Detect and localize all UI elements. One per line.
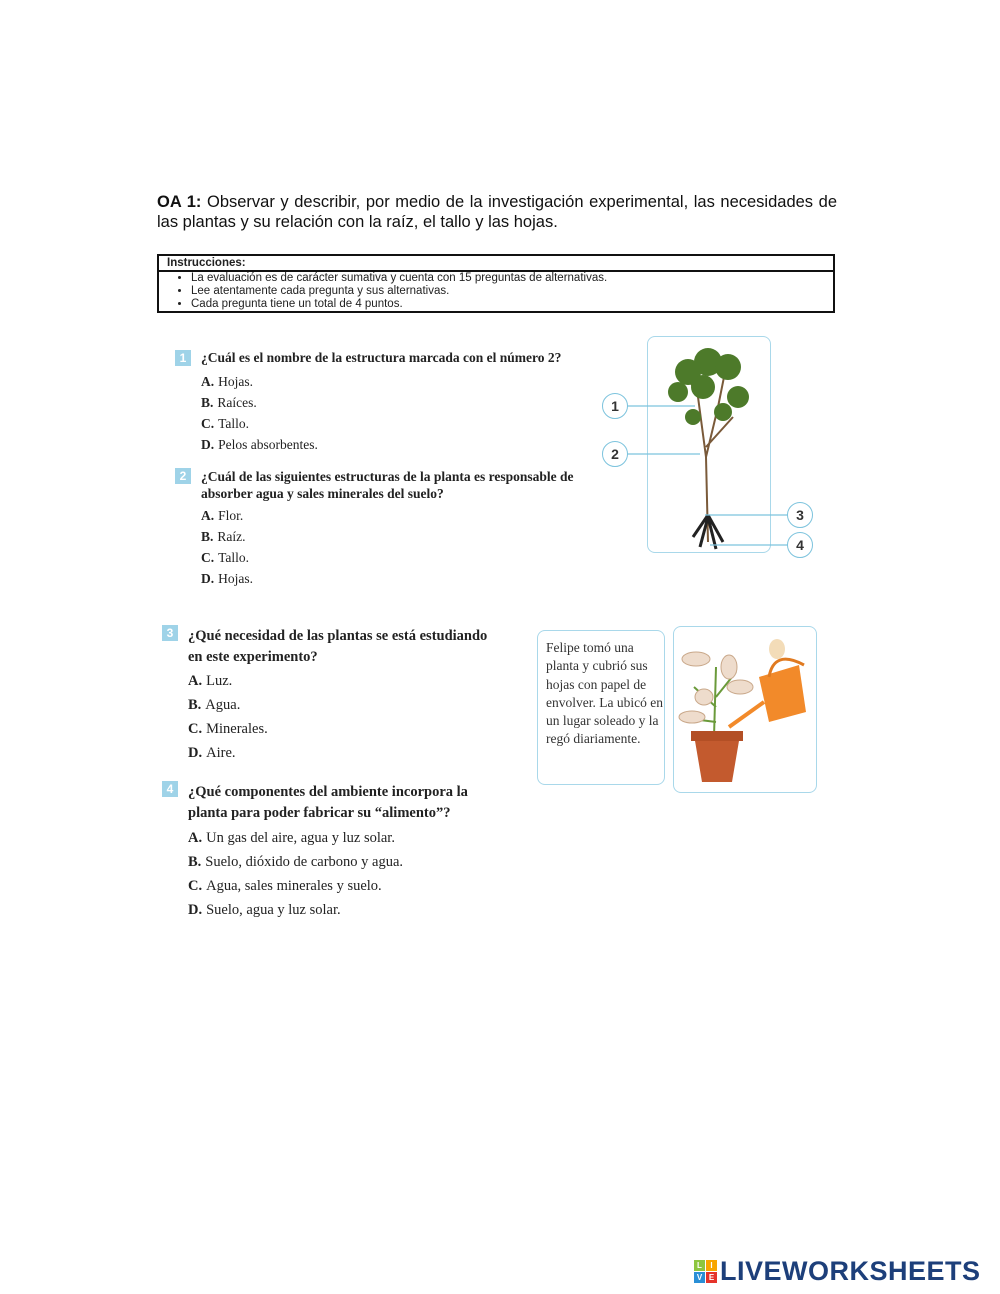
- question-number-badge: 2: [175, 468, 191, 484]
- option[interactable]: C. Agua, sales minerales y suelo.: [188, 878, 382, 894]
- objective: [157, 192, 837, 232]
- question-number-badge: 3: [162, 625, 178, 641]
- instruction-item: • Lee atentamente cada pregunta y sus alternativas.: [191, 285, 833, 298]
- option[interactable]: C. Tallo.: [201, 416, 250, 431]
- objective-text: Observar y describir, por medio de la investigación experimental, las necesidades de las plantas y su relación con la raíz, el tallo y las hojas.: [157, 193, 837, 231]
- option[interactable]: D. Pelos absorbentes.: [201, 437, 318, 452]
- option[interactable]: D. Aire.: [188, 745, 236, 761]
- liveworksheets-logo[interactable]: [694, 1256, 981, 1287]
- option[interactable]: B. Suelo, dióxido de carbono y agua.: [188, 854, 404, 870]
- experiment-story: Felipe tomó una planta y cubrió sus hojas con papel de envolver. La ubicó en un lugar soleado y la regó diariamente.: [537, 630, 665, 785]
- question-number-badge: 4: [162, 781, 178, 797]
- instruction-item: • La evaluación es de carácter sumativa y cuenta con 15 preguntas de alternativas.: [191, 272, 833, 285]
- instructions-box: [157, 254, 835, 313]
- option[interactable]: B. Raíces.: [201, 395, 257, 410]
- option[interactable]: A. Flor.: [201, 508, 244, 523]
- plant-label-1: 1: [602, 393, 628, 419]
- plant-label-3: 3: [787, 502, 813, 528]
- question-number-badge: 1: [175, 350, 191, 366]
- option[interactable]: C. Tallo.: [201, 550, 250, 565]
- option[interactable]: D. Suelo, agua y luz solar.: [188, 902, 341, 918]
- instruction-item: • Cada pregunta tiene un total de 4 puntos.: [191, 298, 833, 311]
- logo-icon: L I V E: [694, 1260, 717, 1283]
- option[interactable]: A. Hojas.: [201, 374, 253, 389]
- instructions-title: Instrucciones:: [159, 256, 833, 272]
- option[interactable]: B. Raíz.: [201, 529, 246, 544]
- option[interactable]: D. Hojas.: [201, 571, 253, 586]
- objective-label: OA 1:: [157, 193, 202, 211]
- question-text: ¿Qué componentes del ambiente incorpora la planta para poder fabricar su “alimento”?: [188, 784, 468, 821]
- label-lines: [600, 390, 820, 565]
- logo-wordmark: LIVEWORKSHEETS: [720, 1256, 981, 1286]
- option[interactable]: B. Agua.: [188, 697, 241, 713]
- plant-label-4: 4: [787, 532, 813, 558]
- question-text: ¿Cuál es el nombre de la estructura marcada con el número 2?: [201, 350, 562, 365]
- option[interactable]: C. Minerales.: [188, 721, 268, 737]
- option[interactable]: A. Un gas del aire, agua y luz solar.: [188, 830, 395, 846]
- experiment-image-frame: [673, 626, 817, 793]
- question-text: ¿Qué necesidad de las plantas se está estudiando en este experimento?: [188, 628, 488, 665]
- option[interactable]: A. Luz.: [188, 673, 233, 689]
- watering-plant-illustration: [674, 627, 816, 792]
- plant-label-2: 2: [602, 441, 628, 467]
- question-text: ¿Cuál de las siguientes estructuras de la planta es responsable de absorber agua y sales minerales del suelo?: [201, 469, 574, 501]
